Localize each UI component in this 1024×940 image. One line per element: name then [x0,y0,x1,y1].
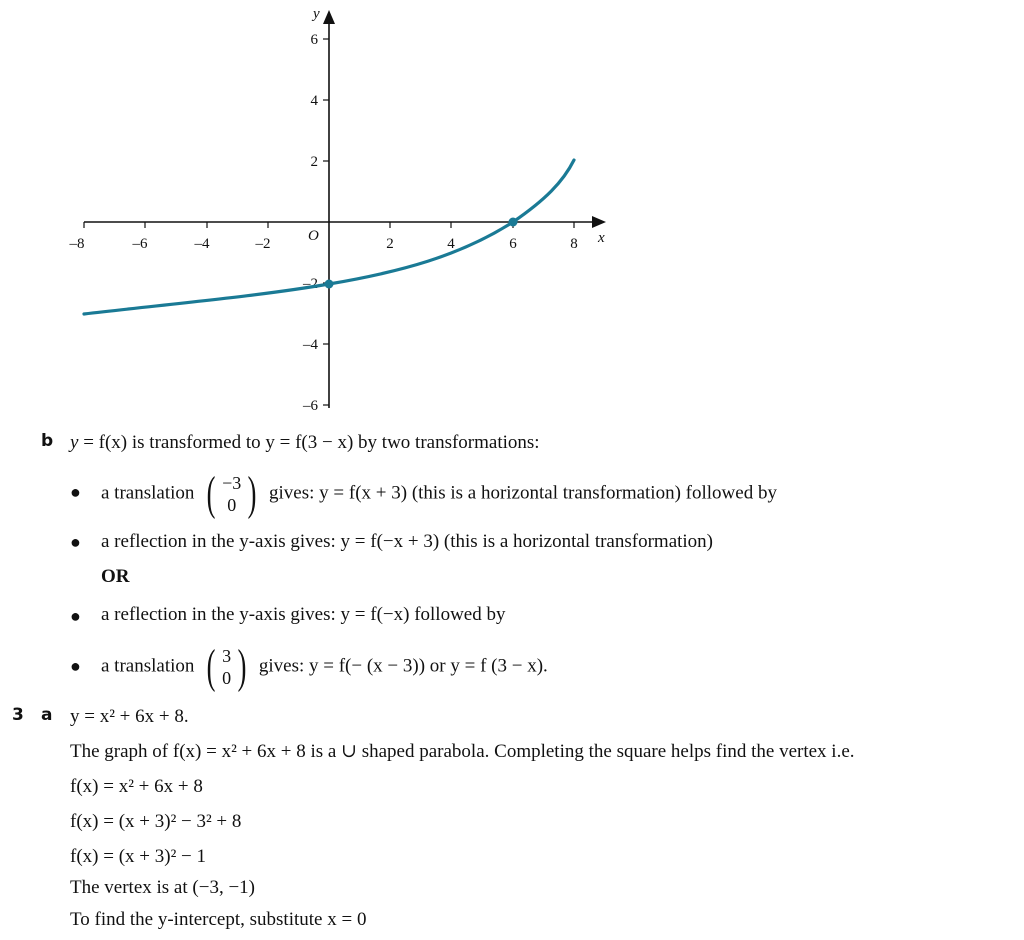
bullet-dot: ● [70,656,81,676]
x-tick-label: 6 [509,236,517,252]
function-graph [0,0,640,420]
y-tick-label: –6 [303,398,318,414]
x-tick-label: 4 [447,236,455,252]
part-b-intro: y = f(x) is transformed to y = f(3 − x) by two transformations: [70,432,540,453]
bullet-dot: ● [70,482,81,502]
or-separator: OR [101,566,130,587]
q3-vertex: The vertex is at (−3, −1) [70,877,255,898]
y-intercept-point [325,280,334,289]
y-tick-label: 6 [310,32,318,48]
translation-vector-1: ( −3 0 ) [206,467,257,520]
y-tick-label: –2 [303,276,318,292]
bullet-translation-2: a translation ( 3 0 ) gives: y = f(− (x − 3)) or y = f (3 − x). [101,640,548,693]
question-number: 3 [12,705,24,725]
y-axis-label: y [313,6,320,22]
x-tick-label: –8 [69,236,85,252]
part-b-label: b [41,431,54,451]
x-tick-label: –2 [255,236,271,252]
x-tick-label: –6 [132,236,148,252]
bullet-reflection-1: a reflection in the y-axis gives: y = f(−x + 3) (this is a horizontal transformation) [101,531,714,552]
q3-step-3: f(x) = (x + 3)² − 1 [70,846,206,867]
x-tick-label: 8 [570,236,578,252]
q3-y-intercept: To find the y-intercept, substitute x = 0 [70,909,367,930]
q3-equation: y = x² + 6x + 8. [70,706,189,727]
x-axis-label: x [598,230,605,246]
part-a-label: a [41,705,53,725]
y-tick-label: 4 [310,93,318,109]
y-tick-label: 2 [310,154,318,170]
bullet-reflection-2: a reflection in the y-axis gives: y = f(−x) followed by [101,604,506,625]
translation-vector-2: ( 3 0 ) [206,640,247,693]
y-axis-arrow [323,10,335,24]
y-tick-label: –4 [303,337,318,353]
q3-step-2: f(x) = (x + 3)² − 3² + 8 [70,811,242,832]
x-tick-label: 2 [386,236,394,252]
q3-parabola-text: The graph of f(x) = x² + 6x + 8 is a ∪ shaped parabola. Completing the square helps find the vertex i.e. [70,741,855,762]
bullet-translation-1: a translation ( −3 0 ) gives: y = f(x + 3) (this is a horizontal transformation) followed by [101,467,777,520]
bullet-dot: ● [70,532,81,552]
x-intercept-point [509,218,518,227]
bullet-dot: ● [70,606,81,626]
q3-step-1: f(x) = x² + 6x + 8 [70,776,203,797]
x-axis-arrow [592,216,606,228]
x-tick-label: –4 [194,236,210,252]
origin-label: O [308,228,319,244]
